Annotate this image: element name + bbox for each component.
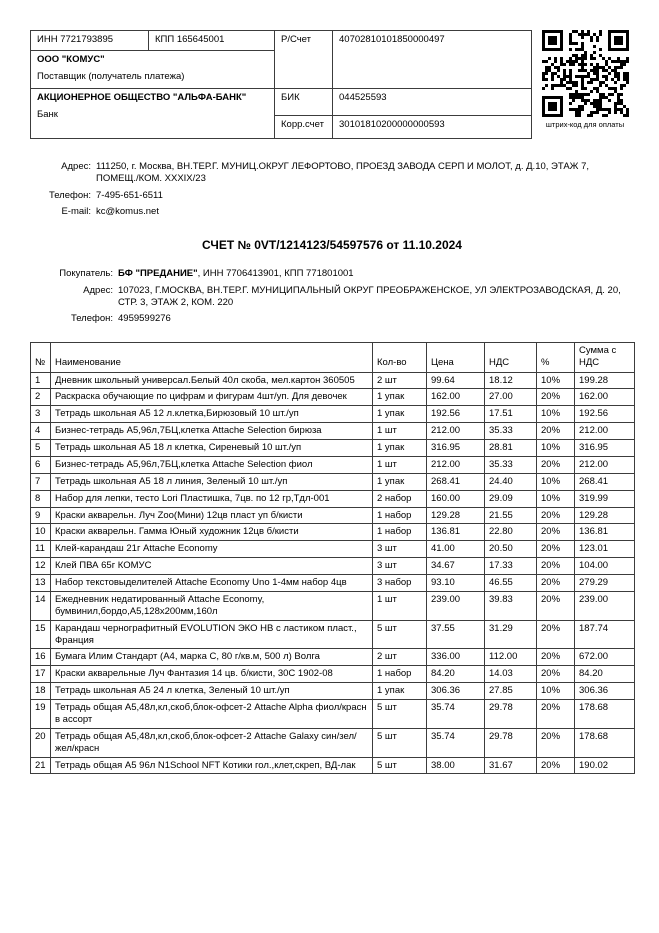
item-total: 268.41	[575, 473, 635, 490]
supplier-kpp: КПП 165645001	[149, 31, 275, 51]
item-vat: 22.80	[485, 524, 537, 541]
item-vat: 27.85	[485, 683, 537, 700]
item-price: 41.00	[427, 541, 485, 558]
item-qty: 1 упак	[373, 389, 427, 406]
supplier-address-label: Адрес:	[61, 161, 91, 172]
corr-account-label: Корр.счет	[275, 116, 333, 139]
item-row	[31, 683, 635, 700]
item-vat: 35.33	[485, 423, 537, 440]
item-number: 19	[31, 700, 51, 729]
item-name: Краски акварельн. Луч Zoo(Мини) 12цв пласт уп б/кисти	[51, 507, 373, 524]
item-number: 5	[31, 440, 51, 457]
item-qty: 5 шт	[373, 728, 427, 757]
supplier-inn: ИНН 7721793895	[31, 31, 149, 51]
item-row	[31, 456, 635, 473]
item-row	[31, 406, 635, 423]
item-qty: 1 шт	[373, 456, 427, 473]
settlement-account-number: 40702810101850000497	[333, 31, 532, 89]
item-vat: 18.12	[485, 372, 537, 389]
item-vat-percent: 10%	[537, 473, 575, 490]
bank-name: АКЦИОНЕРНОЕ ОБЩЕСТВО "АЛЬФА-БАНК"	[37, 92, 247, 103]
item-number: 17	[31, 666, 51, 683]
item-price: 35.74	[427, 728, 485, 757]
item-qty: 1 упак	[373, 406, 427, 423]
item-price: 93.10	[427, 575, 485, 592]
item-vat-percent: 20%	[537, 700, 575, 729]
item-vat-percent: 20%	[537, 389, 575, 406]
item-total: 123.01	[575, 541, 635, 558]
item-name: Тетрадь общая А5 96л N1School NFT Котики гол.,клет,скреп, ВД-лак	[51, 757, 373, 774]
bank-header-section	[30, 30, 634, 139]
item-row	[31, 541, 635, 558]
buyer-address-value: 107023, Г.МОСКВА, ВН.ТЕР.Г. МУНИЦИПАЛЬНЫЙ ОКРУГ ПРЕОБРАЖЕНСКОЕ, УЛ ЭЛЕКТРОЗАВОДСКАЯ, Д. 20, СТР. 3, ЭТАЖ 2, КОМ. 220	[118, 284, 621, 309]
item-name: Бизнес-тетрадь А5,96л,7БЦ,клетка Attache Selection фиол	[51, 456, 373, 473]
item-qty: 2 набор	[373, 490, 427, 507]
buyer-phone-value: 4959599276	[118, 313, 171, 325]
item-row	[31, 372, 635, 389]
buyer-phone-label: Телефон:	[70, 313, 113, 325]
header-vat-percent: %	[537, 342, 575, 372]
item-vat: 29.09	[485, 490, 537, 507]
header-vat: НДС	[485, 342, 537, 372]
item-vat: 39.83	[485, 591, 537, 620]
item-total: 672.00	[575, 649, 635, 666]
item-qty: 1 упак	[373, 440, 427, 457]
item-total: 190.02	[575, 757, 635, 774]
header-name: Наименование	[51, 342, 373, 372]
items-table	[30, 342, 635, 775]
supplier-email-label: E-mail:	[61, 206, 91, 218]
supplier-caption: Поставщик (получатель платежа)	[37, 70, 185, 82]
item-row	[31, 700, 635, 729]
item-price: 192.56	[427, 406, 485, 423]
buyer-label: Покупатель:	[59, 268, 113, 280]
item-price: 268.41	[427, 473, 485, 490]
item-number: 14	[31, 591, 51, 620]
item-name: Набор для лепки, тесто Lori Пластишка, 7цв. по 12 гр,Тдл-001	[51, 490, 373, 507]
bank-details-table	[30, 30, 532, 139]
item-row	[31, 591, 635, 620]
item-name: Клей ПВА 65г КОМУС	[51, 558, 373, 575]
item-row	[31, 524, 635, 541]
item-total: 279.29	[575, 575, 635, 592]
item-vat-percent: 10%	[537, 440, 575, 457]
header-number: №	[31, 342, 51, 372]
item-total: 306.36	[575, 683, 635, 700]
item-vat-percent: 20%	[537, 591, 575, 620]
item-number: 7	[31, 473, 51, 490]
item-name: Раскраска обучающие по цифрам и фигурам 4шт/уп. Для девочек	[51, 389, 373, 406]
supplier-email-row	[30, 206, 634, 218]
item-row	[31, 558, 635, 575]
item-name: Набор текстовыделителей Attache Economy Uno 1-4мм набор 4цв	[51, 575, 373, 592]
item-qty: 1 шт	[373, 591, 427, 620]
item-vat: 17.51	[485, 406, 537, 423]
item-name: Тетрадь школьная А5 12 л.клетка,Бирюзовый 10 шт./уп	[51, 406, 373, 423]
item-number: 15	[31, 620, 51, 649]
buyer-section	[30, 268, 634, 325]
qr-caption: штрих-код для оплаты	[545, 120, 625, 129]
item-vat-percent: 20%	[537, 524, 575, 541]
item-name: Краски акварельн. Гамма Юный художник 12цв б/кисти	[51, 524, 373, 541]
item-vat: 46.55	[485, 575, 537, 592]
item-total: 187.74	[575, 620, 635, 649]
bik-value: 044525593	[333, 89, 532, 116]
item-total: 212.00	[575, 456, 635, 473]
item-qty: 1 набор	[373, 666, 427, 683]
item-number: 8	[31, 490, 51, 507]
item-name: Дневник школьный универсал.Белый 40л скоба, мел.картон 360505	[51, 372, 373, 389]
item-vat: 31.67	[485, 757, 537, 774]
item-name: Клей-карандаш 21г Attache Economy	[51, 541, 373, 558]
item-qty: 5 шт	[373, 700, 427, 729]
item-total: 84.20	[575, 666, 635, 683]
item-vat: 31.29	[485, 620, 537, 649]
item-price: 316.95	[427, 440, 485, 457]
supplier-cell	[31, 51, 275, 89]
item-qty: 1 набор	[373, 524, 427, 541]
payment-qr-code-icon	[542, 30, 629, 117]
item-price: 129.28	[427, 507, 485, 524]
item-name: Тетрадь школьная А5 24 л клетка, Зеленый 10 шт./уп	[51, 683, 373, 700]
item-vat: 14.03	[485, 666, 537, 683]
bank-cell	[31, 89, 275, 139]
item-row	[31, 440, 635, 457]
supplier-address-row	[30, 161, 634, 186]
item-price: 99.64	[427, 372, 485, 389]
item-vat: 29.78	[485, 728, 537, 757]
item-qty: 3 шт	[373, 541, 427, 558]
item-total: 199.28	[575, 372, 635, 389]
item-vat-percent: 10%	[537, 490, 575, 507]
item-number: 20	[31, 728, 51, 757]
item-number: 21	[31, 757, 51, 774]
item-vat-percent: 20%	[537, 666, 575, 683]
item-total: 316.95	[575, 440, 635, 457]
item-name: Тетрадь общая А5,48л,кл,скоб,блок-офсет-2 Attache Alpha фиол/красн в ассорт	[51, 700, 373, 729]
supplier-phone-row	[30, 190, 634, 202]
item-total: 239.00	[575, 591, 635, 620]
item-vat-percent: 20%	[537, 757, 575, 774]
item-name: Тетрадь общая А5,48л,кл,скоб,блок-офсет-2 Attache Galaxy син/зел/жел/красн	[51, 728, 373, 757]
item-qty: 2 шт	[373, 649, 427, 666]
item-name: Тетрадь школьная А5 18 л линия, Зеленый 10 шт./уп	[51, 473, 373, 490]
item-total: 192.56	[575, 406, 635, 423]
item-row	[31, 473, 635, 490]
payment-qr-block	[536, 30, 634, 129]
item-total: 178.68	[575, 728, 635, 757]
item-number: 9	[31, 507, 51, 524]
buyer-address-row	[30, 285, 634, 310]
item-vat-percent: 10%	[537, 683, 575, 700]
item-vat-percent: 20%	[537, 456, 575, 473]
item-number: 12	[31, 558, 51, 575]
item-price: 160.00	[427, 490, 485, 507]
item-qty: 2 шт	[373, 372, 427, 389]
item-qty: 5 шт	[373, 620, 427, 649]
header-total: Сумма с НДС	[575, 342, 635, 372]
item-price: 212.00	[427, 456, 485, 473]
items-header-row	[31, 342, 635, 372]
item-qty: 3 шт	[373, 558, 427, 575]
item-vat: 112.00	[485, 649, 537, 666]
buyer-name: БФ "ПРЕДАНИЕ"	[118, 268, 198, 280]
item-vat: 28.81	[485, 440, 537, 457]
item-name: Бизнес-тетрадь А5,96л,7БЦ,клетка Attache Selection бирюза	[51, 423, 373, 440]
item-vat: 27.00	[485, 389, 537, 406]
item-number: 18	[31, 683, 51, 700]
item-total: 104.00	[575, 558, 635, 575]
item-qty: 5 шт	[373, 757, 427, 774]
item-total: 162.00	[575, 389, 635, 406]
item-total: 319.99	[575, 490, 635, 507]
item-price: 35.74	[427, 700, 485, 729]
supplier-email-value: kc@komus.net	[96, 206, 159, 218]
item-row	[31, 757, 635, 774]
item-price: 37.55	[427, 620, 485, 649]
item-name: Карандаш чернографитный EVOLUTION ЭКО НВ с ластиком пласт., Франция	[51, 620, 373, 649]
item-number: 4	[31, 423, 51, 440]
item-number: 10	[31, 524, 51, 541]
supplier-name: ООО "КОМУС"	[37, 54, 105, 65]
item-total: 129.28	[575, 507, 635, 524]
bik-label: БИК	[275, 89, 333, 116]
item-number: 1	[31, 372, 51, 389]
item-vat: 17.33	[485, 558, 537, 575]
item-price: 162.00	[427, 389, 485, 406]
item-row	[31, 507, 635, 524]
item-vat-percent: 10%	[537, 372, 575, 389]
supplier-contacts	[30, 161, 634, 218]
bank-caption: Банк	[37, 108, 58, 120]
item-vat: 21.55	[485, 507, 537, 524]
item-row	[31, 490, 635, 507]
item-number: 2	[31, 389, 51, 406]
item-total: 212.00	[575, 423, 635, 440]
item-vat-percent: 20%	[537, 558, 575, 575]
item-number: 11	[31, 541, 51, 558]
buyer-address-label: Адрес:	[83, 284, 113, 296]
buyer-details: , ИНН 7706413901, КПП 771801001	[197, 268, 354, 280]
item-row	[31, 649, 635, 666]
item-name: Краски акварельные Луч Фантазия 14 цв. б/кисти, 30С 1902-08	[51, 666, 373, 683]
item-row	[31, 575, 635, 592]
items-table-body	[31, 372, 635, 774]
item-vat: 35.33	[485, 456, 537, 473]
item-row	[31, 389, 635, 406]
supplier-phone-label: Телефон:	[48, 189, 91, 201]
item-row	[31, 666, 635, 683]
item-vat-percent: 20%	[537, 575, 575, 592]
item-name: Бумага Илим Стандарт (А4, марка С, 80 г/кв.м, 500 л) Волга	[51, 649, 373, 666]
item-price: 239.00	[427, 591, 485, 620]
item-price: 212.00	[427, 423, 485, 440]
item-name: Тетрадь школьная А5 18 л клетка, Сиреневый 10 шт./уп	[51, 440, 373, 457]
supplier-phone-value: 7-495-651-6511	[96, 189, 163, 201]
item-vat: 24.40	[485, 473, 537, 490]
item-price: 34.67	[427, 558, 485, 575]
invoice-title: СЧЕТ № 0VT/1214123/54597576 от 11.10.2024	[202, 238, 462, 253]
buyer-value	[118, 268, 634, 280]
corr-account-number: 30101810200000000593	[333, 116, 532, 139]
buyer-row	[30, 268, 634, 280]
item-row	[31, 423, 635, 440]
item-total: 136.81	[575, 524, 635, 541]
item-vat-percent: 20%	[537, 649, 575, 666]
header-price: Цена	[427, 342, 485, 372]
item-vat-percent: 20%	[537, 620, 575, 649]
item-price: 84.20	[427, 666, 485, 683]
supplier-address-value: 111250, г. Москва, ВН.ТЕР.Г. МУНИЦ.ОКРУГ ЛЕФОРТОВО, ПРОЕЗД ЗАВОДА СЕРП И МОЛОТ, д. Д.10, ЭТАЖ 7, ПОМЕЩ./КОМ. XXXIX/23	[96, 161, 590, 185]
item-qty: 1 упак	[373, 473, 427, 490]
buyer-phone-row	[30, 313, 634, 325]
item-number: 13	[31, 575, 51, 592]
item-name: Ежедневник недатированный Attache Economy, бумвинил,бордо,А5,128х200мм,160л	[51, 591, 373, 620]
item-vat: 20.50	[485, 541, 537, 558]
header-qty: Кол-во	[373, 342, 427, 372]
item-vat-percent: 20%	[537, 423, 575, 440]
item-qty: 3 набор	[373, 575, 427, 592]
item-row	[31, 620, 635, 649]
item-number: 3	[31, 406, 51, 423]
item-price: 306.36	[427, 683, 485, 700]
item-price: 336.00	[427, 649, 485, 666]
item-total: 178.68	[575, 700, 635, 729]
item-price: 136.81	[427, 524, 485, 541]
item-vat-percent: 10%	[537, 406, 575, 423]
item-price: 38.00	[427, 757, 485, 774]
item-vat-percent: 20%	[537, 507, 575, 524]
item-qty: 1 шт	[373, 423, 427, 440]
item-qty: 1 упак	[373, 683, 427, 700]
item-vat: 29.78	[485, 700, 537, 729]
item-number: 16	[31, 649, 51, 666]
item-number: 6	[31, 456, 51, 473]
item-qty: 1 набор	[373, 507, 427, 524]
item-vat-percent: 20%	[537, 728, 575, 757]
settlement-account-label: Р/Счет	[275, 31, 333, 89]
item-row	[31, 728, 635, 757]
item-vat-percent: 20%	[537, 541, 575, 558]
